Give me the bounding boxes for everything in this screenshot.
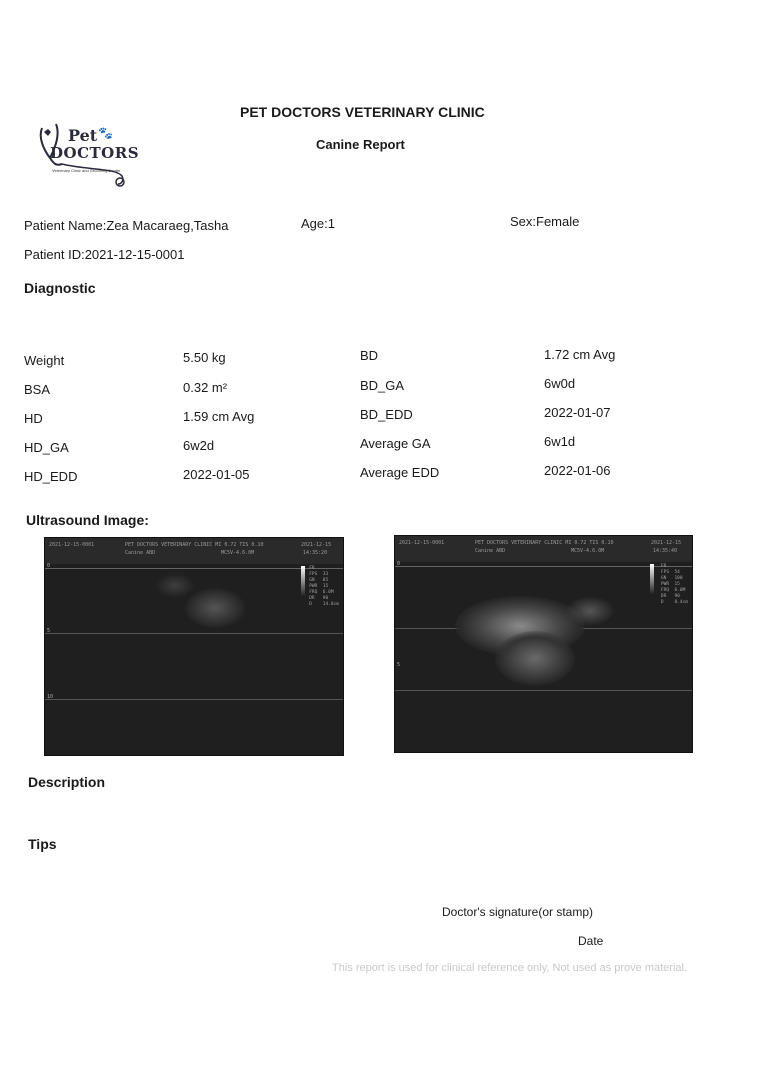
measurement-value: 2022-01-06: [544, 463, 611, 478]
date-label: Date: [578, 934, 604, 948]
ultrasound-date: 2021-12-15: [651, 540, 682, 546]
ultrasound-time: 14:35:40: [653, 548, 678, 554]
ultrasound-header: [45, 538, 343, 564]
ultrasound-header-text: PET DOCTORS VETERINARY CLINIC MI 0.72 TIS 0.10: [475, 540, 614, 546]
ultrasound-probe: MC5V-4.6.0M: [571, 548, 605, 554]
ultrasound-time: 14:35:20: [303, 550, 328, 556]
diagnostic-heading: Diagnostic: [24, 280, 96, 296]
grayscale-bar: [650, 564, 654, 594]
ultrasound-preset: Canine ABD: [125, 550, 156, 556]
patient-age: Age:1: [301, 216, 335, 231]
ultrasound-params: FR FPS 33 GN 85 PWR 15 FRQ 6.0M DR 90 D 14.0cm: [309, 566, 339, 607]
patient-id: Patient ID:2021-12-15-0001: [24, 247, 185, 262]
ultrasound-params: FR FPS 54 GN 100 PWR 15 FRQ 6.0M DR 90 D 8.4cm: [660, 564, 688, 605]
ultrasound-image-2: [394, 535, 693, 753]
logo-tagline: Veterinary Clinic and Grooming Center: [52, 168, 121, 173]
measurement-label: HD_EDD: [24, 469, 78, 484]
measurement-value: 1.72 cm Avg: [544, 347, 616, 362]
measurement-label: BD: [360, 348, 379, 363]
measurement-value: 0.32 m²: [183, 380, 228, 395]
ultrasound-image-1: [44, 537, 344, 756]
ultrasound-date: 2021-12-15: [301, 542, 332, 548]
measurement-label: BD_EDD: [360, 407, 413, 422]
logo-text-pet: Pet: [68, 126, 98, 145]
clinic-title: PET DOCTORS VETERINARY CLINIC: [240, 104, 485, 120]
measurement-label: HD: [24, 411, 43, 426]
measurement-value: 6w2d: [183, 438, 215, 453]
measurement-value: 6w0d: [544, 376, 576, 391]
ultrasound-probe: MC5V-4.6.0M: [221, 550, 255, 556]
tips-heading: Tips: [28, 836, 57, 852]
measurement-value: 5.50 kg: [183, 350, 226, 365]
ultrasound-preset: Canine ABD: [475, 548, 506, 554]
measurement-label: Average GA: [360, 436, 431, 451]
depth-scale-label: 10: [47, 694, 54, 700]
depth-scale-label: 0: [397, 561, 401, 567]
depth-scale-label: 5: [47, 628, 51, 634]
patient-name: Patient Name:Zea Macaraeg,Tasha: [24, 218, 229, 233]
paw-icon: 🐾: [98, 126, 113, 140]
ultrasound-id: 2021-12-15-0001: [49, 542, 95, 548]
measurement-value: 1.59 cm Avg: [183, 409, 255, 424]
grayscale-bar: [301, 566, 305, 596]
measurement-label: BD_GA: [360, 378, 405, 393]
depth-scale-label: 5: [397, 662, 401, 668]
clinic-logo: [36, 120, 140, 190]
measurement-label: Average EDD: [360, 465, 440, 480]
measurement-value: 6w1d: [544, 434, 576, 449]
measurement-label: BSA: [24, 382, 51, 397]
depth-scale-label: 0: [47, 563, 51, 569]
doctor-signature-label: Doctor's signature(or stamp): [442, 905, 594, 919]
report-type: Canine Report: [316, 137, 405, 152]
measurement-label: HD_GA: [24, 440, 69, 455]
ultrasound-header: [395, 536, 692, 562]
measurement-value: 2022-01-05: [183, 467, 250, 482]
ultrasound-heading: Ultrasound Image:: [26, 512, 149, 528]
patient-sex: Sex:Female: [510, 214, 580, 229]
ultrasound-header-text: PET DOCTORS VETERINARY CLINIC MI 0.72 TIS 0.10: [125, 542, 264, 548]
measurement-value: 2022-01-07: [544, 405, 611, 420]
disclaimer-text: This report is used for clinical reference only, Not used as prove material.: [332, 962, 688, 974]
logo-text-doctors: DOCTORS: [50, 144, 140, 162]
ultrasound-id: 2021-12-15-0001: [399, 540, 445, 546]
measurement-label: Weight: [24, 353, 65, 368]
description-heading: Description: [28, 774, 106, 790]
